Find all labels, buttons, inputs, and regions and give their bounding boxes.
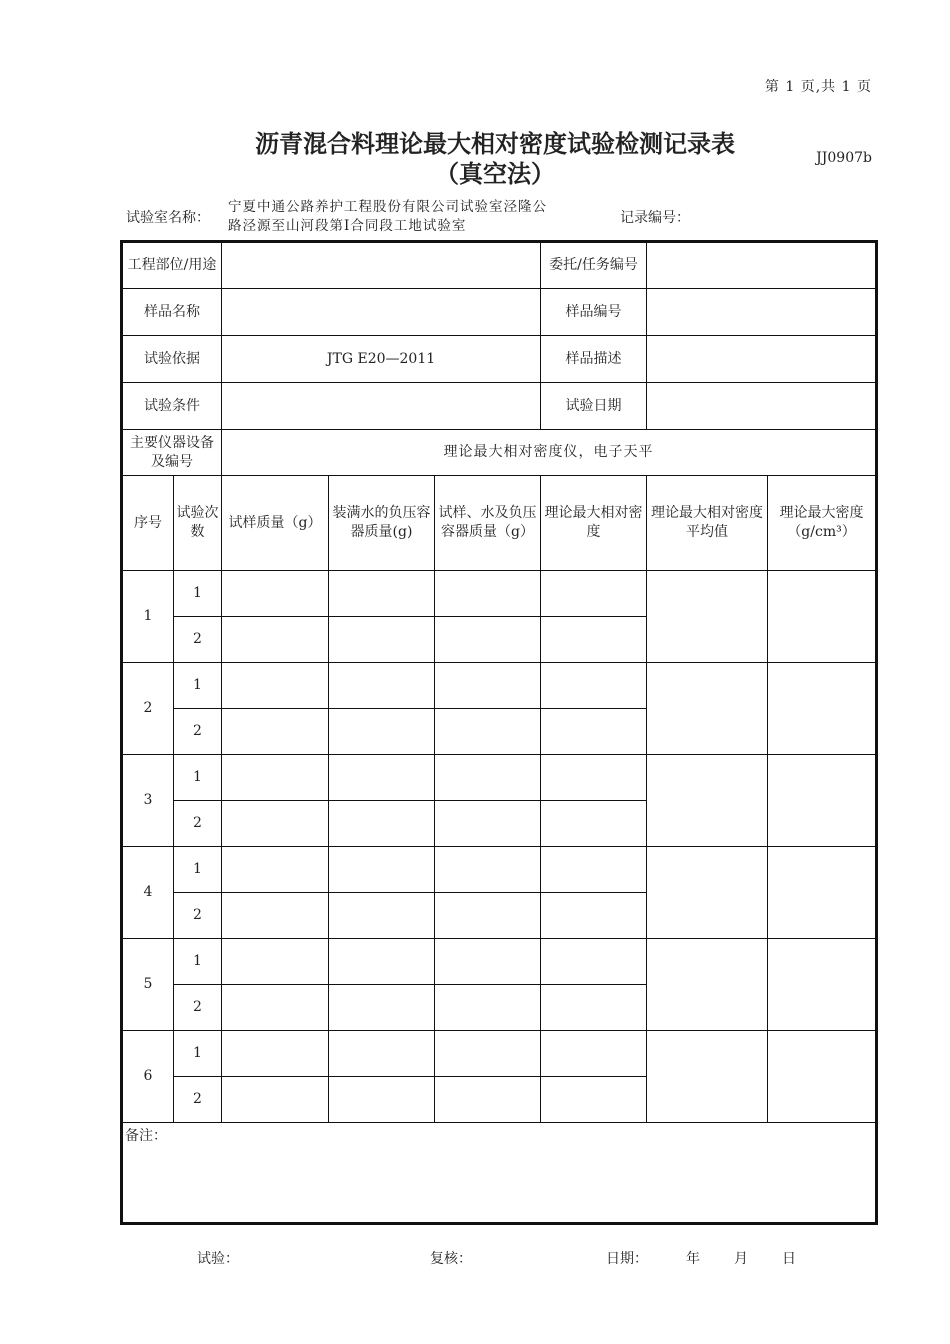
test-date-value[interactable] <box>647 383 877 430</box>
max-density-cell[interactable] <box>768 1031 877 1123</box>
container-mass-cell[interactable] <box>329 1077 435 1123</box>
total-mass-cell[interactable] <box>435 1031 541 1077</box>
seq-cell: 6 <box>122 1031 174 1123</box>
sample-no-value[interactable] <box>647 289 877 336</box>
trial-count-cell: 2 <box>174 893 222 939</box>
header-seq: 序号 <box>122 476 174 571</box>
sample-mass-cell[interactable] <box>222 847 329 893</box>
max-density-cell[interactable] <box>768 571 877 663</box>
relative-density-avg-cell[interactable] <box>647 1031 768 1123</box>
total-mass-cell[interactable] <box>435 571 541 617</box>
page-number: 第 1 页,共 1 页 <box>764 79 872 95</box>
sample-mass-cell[interactable] <box>222 985 329 1031</box>
test-basis-value[interactable]: JTG E20—2011 <box>222 336 541 383</box>
header-max-density: 理论最大密度（g/cm³） <box>768 476 877 571</box>
total-mass-cell[interactable] <box>435 617 541 663</box>
seq-cell: 5 <box>122 939 174 1031</box>
sample-name-value[interactable] <box>222 289 541 336</box>
seq-cell: 1 <box>122 571 174 663</box>
header-total-mass: 试样、水及负压容器质量（g） <box>435 476 541 571</box>
relative-density-cell[interactable] <box>541 617 647 663</box>
header-relative-density-avg: 理论最大相对密度平均值 <box>647 476 768 571</box>
relative-density-avg-cell[interactable] <box>647 755 768 847</box>
equipment-label: 主要仪器设备及编号 <box>122 430 222 476</box>
test-condition-value[interactable] <box>222 383 541 430</box>
sample-desc-label: 样品描述 <box>541 336 647 383</box>
trial-count-cell: 1 <box>174 663 222 709</box>
max-density-cell[interactable] <box>768 663 877 755</box>
form-code: JJ0907b <box>816 150 872 166</box>
container-mass-cell[interactable] <box>329 893 435 939</box>
max-density-cell[interactable] <box>768 847 877 939</box>
relative-density-avg-cell[interactable] <box>647 663 768 755</box>
total-mass-cell[interactable] <box>435 847 541 893</box>
relative-density-cell[interactable] <box>541 1077 647 1123</box>
container-mass-cell[interactable] <box>329 663 435 709</box>
relative-density-cell[interactable] <box>541 571 647 617</box>
remarks-label: 备注： <box>125 1128 167 1144</box>
trial-count-cell: 2 <box>174 985 222 1031</box>
container-mass-cell[interactable] <box>329 571 435 617</box>
form-subtitle: （真空法） <box>435 159 555 188</box>
reviewer-label: 复核： <box>430 1251 472 1267</box>
relative-density-cell[interactable] <box>541 847 647 893</box>
header-trial-count: 试验次数 <box>174 476 222 571</box>
lab-name-line-2: 路泾源至山河段第Ⅰ合同段工地试验室 <box>228 218 467 234</box>
seq-cell: 4 <box>122 847 174 939</box>
lab-name-label: 试验室名称： <box>126 210 210 226</box>
max-density-cell[interactable] <box>768 939 877 1031</box>
table-row <box>122 1031 877 1077</box>
total-mass-cell[interactable] <box>435 939 541 985</box>
trial-count-cell: 2 <box>174 617 222 663</box>
lab-name-value <box>228 198 547 236</box>
total-mass-cell[interactable] <box>435 1077 541 1123</box>
record-number-label: 记录编号： <box>620 210 690 226</box>
container-mass-cell[interactable] <box>329 1031 435 1077</box>
relative-density-cell[interactable] <box>541 663 647 709</box>
relative-density-cell[interactable] <box>541 755 647 801</box>
project-part-value[interactable] <box>222 242 541 289</box>
year-label: 年 <box>686 1251 700 1267</box>
container-mass-cell[interactable] <box>329 755 435 801</box>
seq-cell: 2 <box>122 663 174 755</box>
total-mass-cell[interactable] <box>435 663 541 709</box>
total-mass-cell[interactable] <box>435 801 541 847</box>
sample-mass-cell[interactable] <box>222 755 329 801</box>
max-density-cell[interactable] <box>768 755 877 847</box>
trial-count-cell: 1 <box>174 1031 222 1077</box>
sample-desc-value[interactable] <box>647 336 877 383</box>
relative-density-cell[interactable] <box>541 939 647 985</box>
sample-mass-cell[interactable] <box>222 1031 329 1077</box>
tester-label: 试验： <box>197 1251 239 1267</box>
sample-mass-cell[interactable] <box>222 1077 329 1123</box>
sample-mass-cell[interactable] <box>222 893 329 939</box>
table-row <box>122 755 877 801</box>
container-mass-cell[interactable] <box>329 985 435 1031</box>
trial-count-cell: 1 <box>174 939 222 985</box>
lab-name-line-1: 宁夏中通公路养护工程股份有限公司试验室泾隆公 <box>228 199 547 215</box>
test-condition-label: 试验条件 <box>122 383 222 430</box>
container-mass-cell[interactable] <box>329 847 435 893</box>
total-mass-cell[interactable] <box>435 893 541 939</box>
total-mass-cell[interactable] <box>435 755 541 801</box>
relative-density-avg-cell[interactable] <box>647 571 768 663</box>
month-label: 月 <box>734 1251 748 1267</box>
container-mass-cell[interactable] <box>329 709 435 755</box>
relative-density-cell[interactable] <box>541 709 647 755</box>
header-container-mass: 装满水的负压容器质量(g) <box>329 476 435 571</box>
sample-mass-cell[interactable] <box>222 617 329 663</box>
total-mass-cell[interactable] <box>435 985 541 1031</box>
table-row <box>122 571 877 617</box>
sample-mass-cell[interactable] <box>222 663 329 709</box>
sample-name-label: 样品名称 <box>122 289 222 336</box>
trial-count-cell: 2 <box>174 709 222 755</box>
sample-mass-cell[interactable] <box>222 801 329 847</box>
project-part-label: 工程部位/用途 <box>122 242 222 289</box>
sample-mass-cell[interactable] <box>222 709 329 755</box>
relative-density-cell[interactable] <box>541 893 647 939</box>
test-date-label: 试验日期 <box>541 383 647 430</box>
sample-mass-cell[interactable] <box>222 939 329 985</box>
date-label: 日期： <box>606 1251 648 1267</box>
trial-count-cell: 1 <box>174 571 222 617</box>
test-record-table <box>120 240 878 1225</box>
commission-no-label: 委托/任务编号 <box>541 242 647 289</box>
test-basis-label: 试验依据 <box>122 336 222 383</box>
header-relative-density: 理论最大相对密度 <box>541 476 647 571</box>
remarks-cell[interactable] <box>122 1123 877 1224</box>
commission-no-value[interactable] <box>647 242 877 289</box>
sample-mass-cell[interactable] <box>222 571 329 617</box>
table-row <box>122 847 877 893</box>
header-sample-mass: 试样质量（g） <box>222 476 329 571</box>
table-row <box>122 939 877 985</box>
table-row <box>122 663 877 709</box>
trial-count-cell: 1 <box>174 847 222 893</box>
sample-no-label: 样品编号 <box>541 289 647 336</box>
trial-count-cell: 2 <box>174 801 222 847</box>
container-mass-cell[interactable] <box>329 617 435 663</box>
trial-count-cell: 2 <box>174 1077 222 1123</box>
relative-density-avg-cell[interactable] <box>647 847 768 939</box>
relative-density-cell[interactable] <box>541 985 647 1031</box>
container-mass-cell[interactable] <box>329 801 435 847</box>
relative-density-cell[interactable] <box>541 1031 647 1077</box>
total-mass-cell[interactable] <box>435 709 541 755</box>
data-rows <box>122 571 877 1123</box>
form-title: 沥青混合料理论最大相对密度试验检测记录表 <box>255 129 735 158</box>
relative-density-avg-cell[interactable] <box>647 939 768 1031</box>
relative-density-cell[interactable] <box>541 801 647 847</box>
seq-cell: 3 <box>122 755 174 847</box>
container-mass-cell[interactable] <box>329 939 435 985</box>
day-label: 日 <box>782 1251 796 1267</box>
trial-count-cell: 1 <box>174 755 222 801</box>
equipment-value[interactable]: 理论最大相对密度仪，电子天平 <box>222 430 877 476</box>
